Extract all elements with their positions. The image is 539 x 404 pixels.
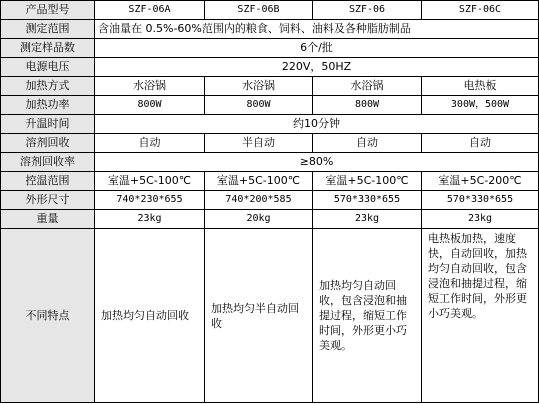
dimensions-value: 570*330*655 [313,191,422,210]
row-label-warmup: 升温时间 [1,115,95,134]
model-name: SZF-06B [205,1,313,20]
row-label-samples: 测定样品数 [1,39,95,58]
recovery-value: 自动 [95,134,205,153]
features-value: 电热板加热，速度快，自动回收，加热均匀自动回收，包含浸泡和抽提过程，缩短工作时间，外形更小巧美观。 [422,229,539,403]
heating-value: 水浴锅 [205,77,313,96]
model-name: SZF-06C [422,1,539,20]
table-row [1,153,539,172]
range-value: 含油量在 0.5%-60%范围内的粮食、饲料、油料及各种脂肪制品 [95,20,539,39]
features-value: 加热均匀自动回收，包含浸泡和抽提过程，缩短工作时间，外形更小巧美观。 [313,229,422,403]
weight-value: 23kg [313,210,422,229]
row-label-model: 产品型号 [1,1,95,20]
table-row [1,1,539,20]
heat-power-value: 800W [95,96,205,115]
table-row [1,210,539,229]
model-name: SZF-06 [313,1,422,20]
weight-value: 23kg [422,210,539,229]
row-label-dimensions: 外形尺寸 [1,191,95,210]
row-label-features: 不同特点 [1,229,95,403]
temp-range-value: 室温+5C-100℃ [313,172,422,191]
weight-value: 20kg [205,210,313,229]
power-supply-value: 220V，50HZ [95,58,539,77]
heat-power-value: 300W，500W [422,96,539,115]
table-row [1,20,539,39]
temp-range-value: 室温+5C-100℃ [95,172,205,191]
weight-value: 23kg [95,210,205,229]
row-label-weight: 重量 [1,210,95,229]
table-row [1,134,539,153]
recovery-value: 半自动 [205,134,313,153]
features-value: 加热均匀自动回收 [95,229,205,403]
heating-value: 水浴锅 [95,77,205,96]
temp-range-value: 室温+5C-100℃ [205,172,313,191]
heating-value: 水浴锅 [313,77,422,96]
table-row [1,77,539,96]
recovery-value: 自动 [313,134,422,153]
dimensions-value: 740*200*585 [205,191,313,210]
model-name: SZF-06A [95,1,205,20]
features-value: 加热均匀半自动回收 [205,229,313,403]
recovery-rate-value: ≥80% [95,153,539,172]
row-label-heating: 加热方式 [1,77,95,96]
recovery-value: 自动 [422,134,539,153]
table-row [1,115,539,134]
row-label-range: 测定范围 [1,20,95,39]
dimensions-value: 740*230*655 [95,191,205,210]
table-row [1,96,539,115]
table-row [1,39,539,58]
row-label-temp-range: 控温范围 [1,172,95,191]
table-row [1,172,539,191]
samples-value: 6个/批 [95,39,539,58]
table-row [1,58,539,77]
row-label-heat-power: 加热功率 [1,96,95,115]
heating-value: 电热板 [422,77,539,96]
table-row [1,191,539,210]
row-label-recovery: 溶剂回收 [1,134,95,153]
warmup-value: 约10分钟 [95,115,539,134]
table-row [1,229,539,403]
row-label-recovery-rate: 溶剂回收率 [1,153,95,172]
temp-range-value: 室温+5C-200℃ [422,172,539,191]
heat-power-value: 800W [313,96,422,115]
heat-power-value: 800W [205,96,313,115]
dimensions-value: 570*330*655 [422,191,539,210]
row-label-power-supply: 电源电压 [1,58,95,77]
